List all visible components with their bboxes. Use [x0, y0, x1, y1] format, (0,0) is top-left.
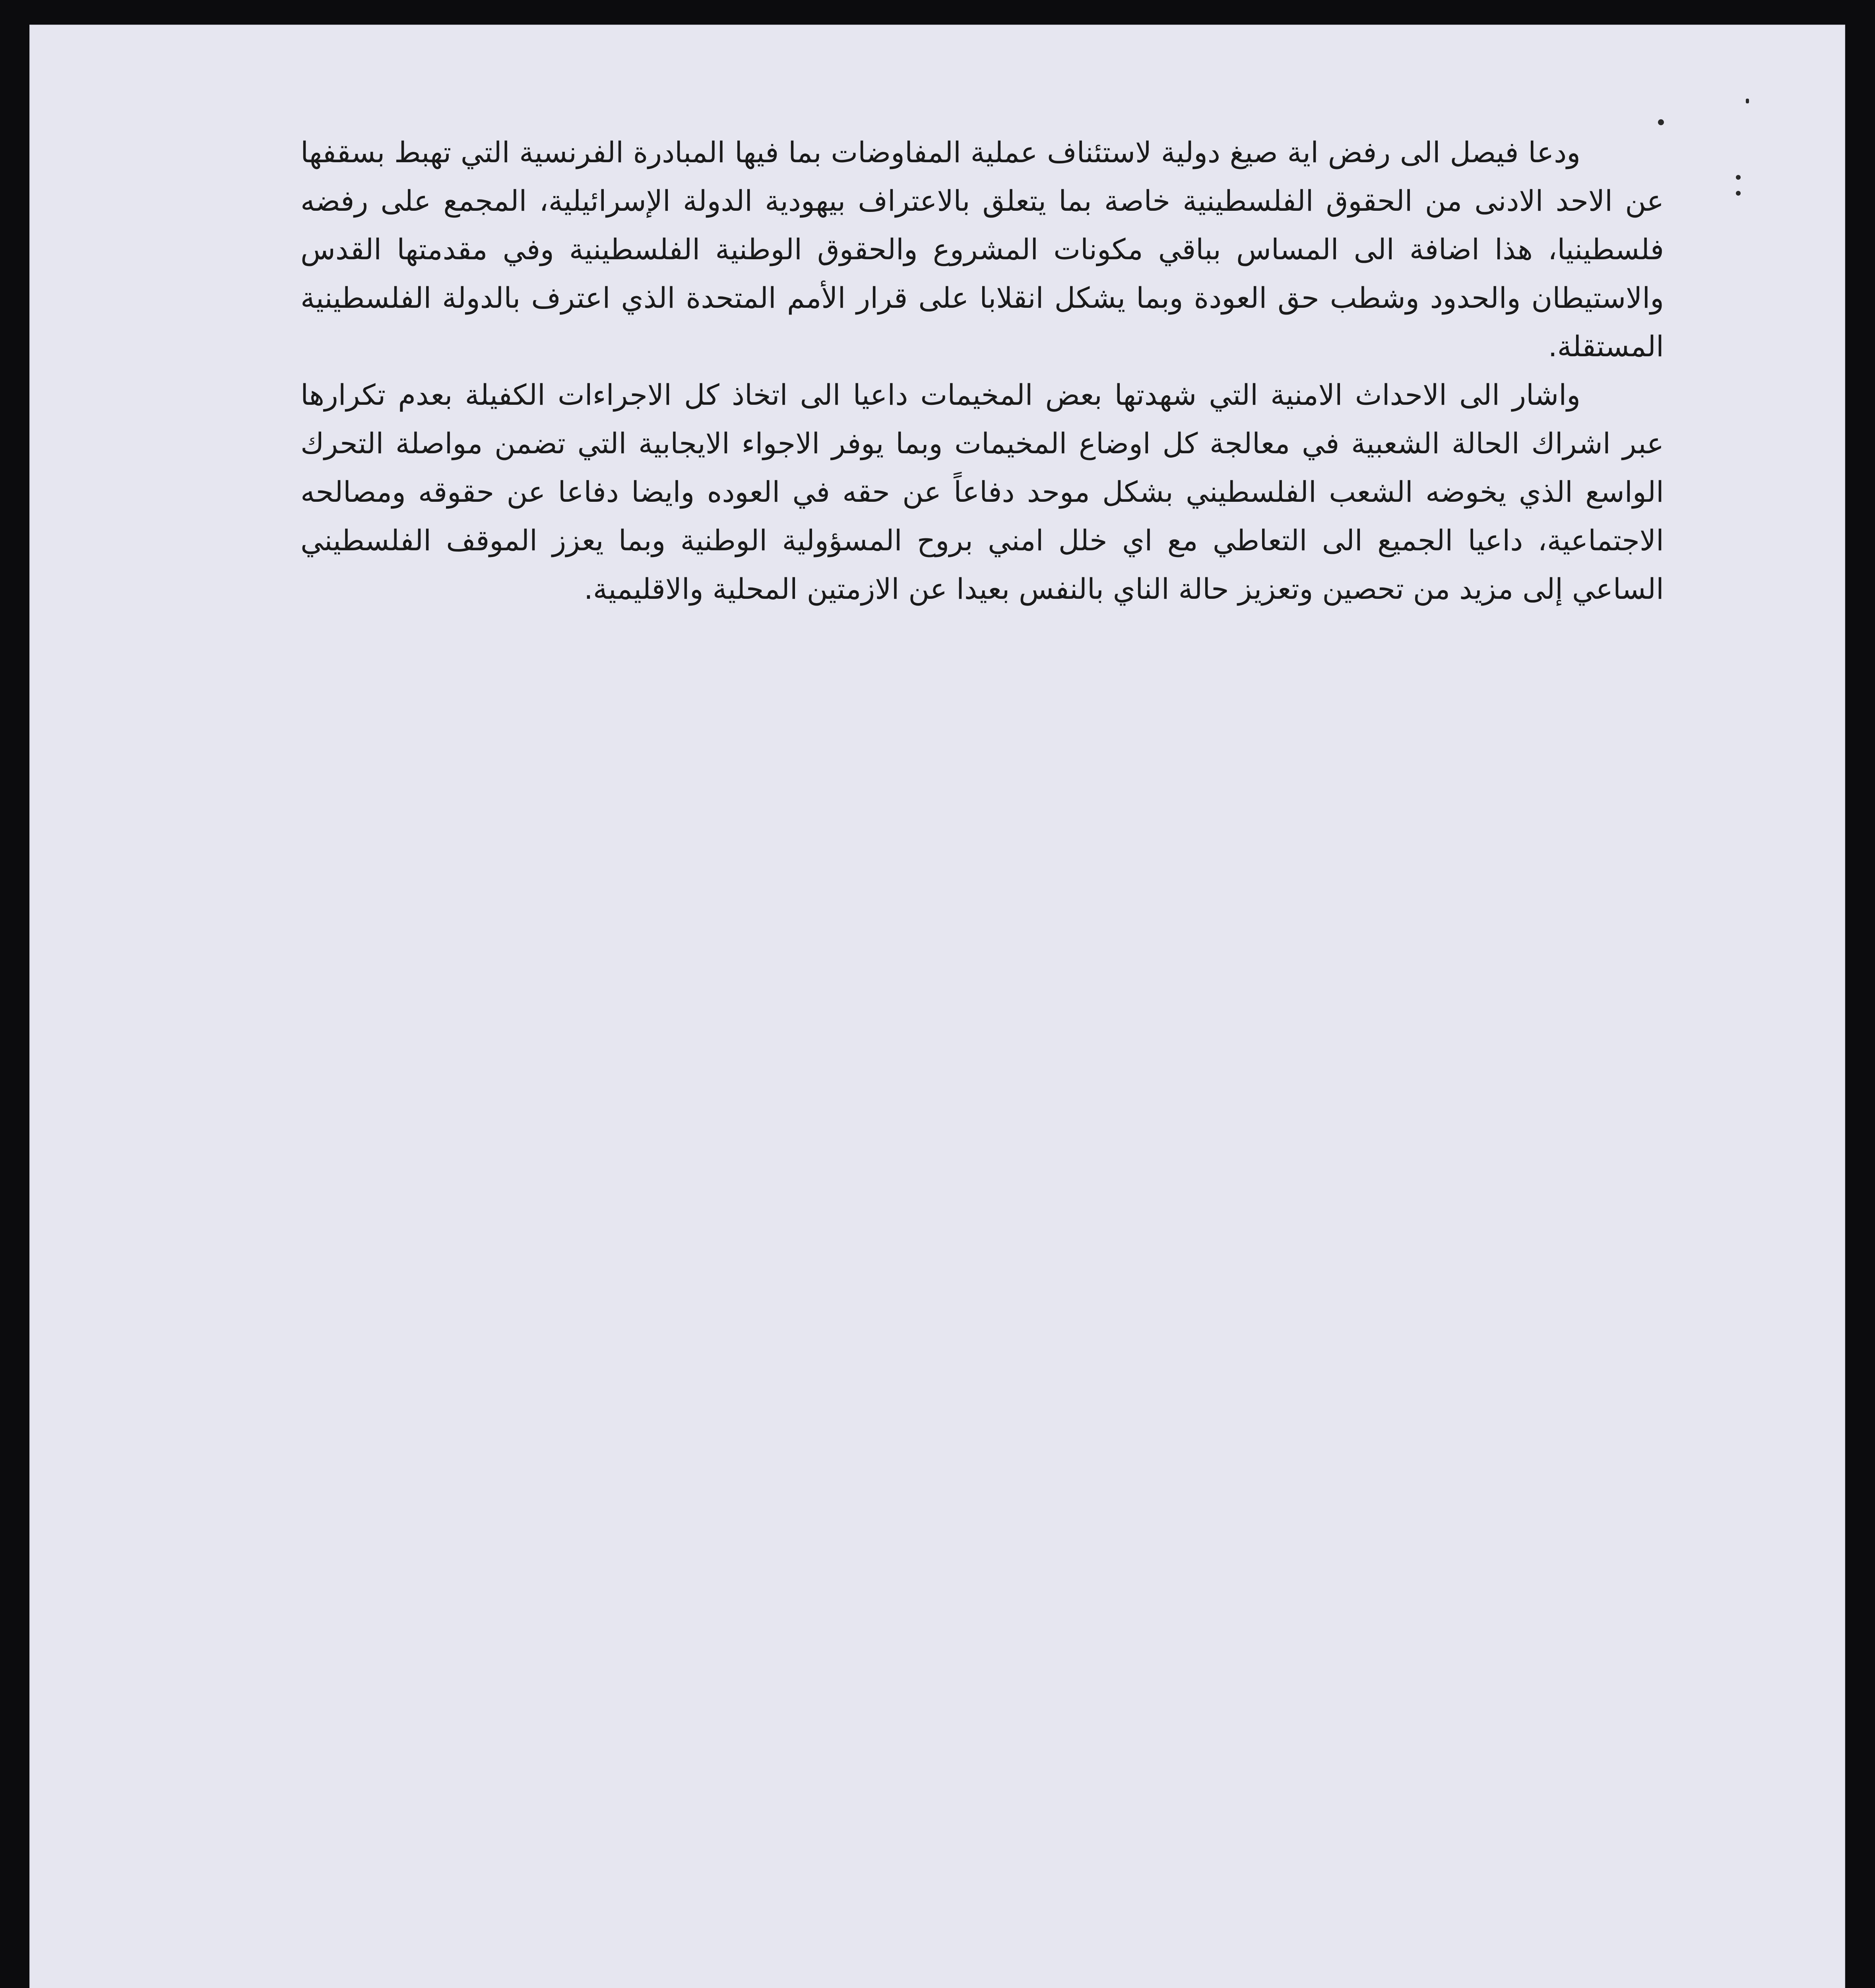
paragraph-1: ودعا فيصل الى رفض اية صيغ دولية لاستئناف عملية المفاوضات بما فيها المبادرة الفرنسية التي تهبط بسقفها عن الاحد الادنى من الحقوق الفلسطينية خاصة بما يتعلق بالاعتراف بيهودية الدولة الإسرائيلية، المجمع على رفضه فلسطينيا، هذا اضافة الى المساس بباقي مكونات المشروع والحقوق الوطنية الفلسطينية وفي مقدمتها القدس والاستيطان والحدود وشطب حق العودة وبما يشكل انقلابا على قرار الأمم المتحدة الذي اعترف بالدولة الفلسطينية المستقلة.: [301, 136, 1664, 363]
margin-colon-mark-bottom: [1736, 191, 1741, 196]
paragraph-2: واشار الى الاحداث الامنية التي شهدتها بعض المخيمات داعيا الى اتخاذ كل الاجراءات الكفيلة بعدم تكرارها عبر اشراك الحالة الشعبية في معالجة كل اوضاع المخيمات وبما يوفر الاجواء الايجابية التي تضمن مواصلة التحرك الواسع الذي يخوضه الشعب الفلسطيني بشكل موحد دفاعاً عن حقه في العوده وايضا دفاعا عن حقوقه ومصالحه الاجتماعية، داعيا الجميع الى التعاطي مع اي خلل امني بروح المسؤولية الوطنية وبما يعزز الموقف الفلسطيني الساعي إلى مزيد من تحصين وتعزيز حالة الناي بالنفس بعيدا عن الازمتين المحلية والاقليمية.: [301, 378, 1664, 606]
document-page: [29, 25, 1845, 1988]
document-body: [301, 128, 1664, 613]
margin-dot-mark: [1658, 119, 1664, 125]
margin-colon-mark-top: [1736, 175, 1741, 180]
margin-tick-mark: [1746, 99, 1749, 103]
